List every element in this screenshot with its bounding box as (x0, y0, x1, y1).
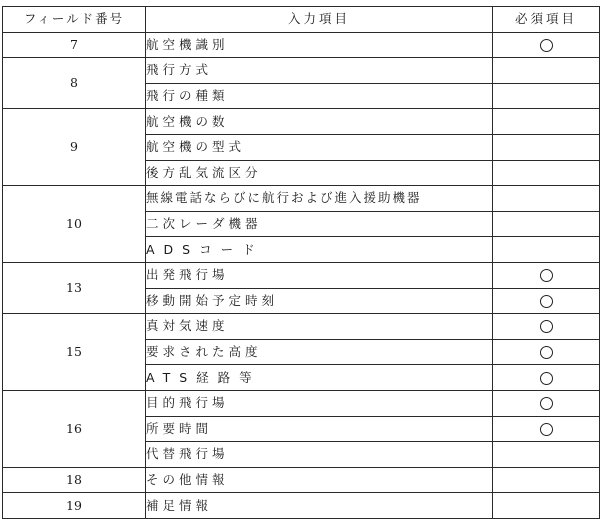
required-mark-icon (540, 346, 553, 359)
item-cell: その他情報 (146, 467, 493, 493)
header-field-number: フィールド番号 (3, 7, 146, 33)
required-cell (493, 211, 600, 237)
required-cell (493, 237, 600, 263)
required-cell (493, 83, 600, 109)
required-cell (493, 365, 600, 391)
item-cell: 飛行の種類 (146, 83, 493, 109)
required-cell (493, 58, 600, 84)
item-cell: 航空機の型式 (146, 134, 493, 160)
table-row (3, 32, 600, 58)
required-cell (493, 288, 600, 314)
required-mark-icon (540, 269, 553, 282)
required-cell (493, 442, 600, 468)
item-cell: 補足情報 (146, 493, 493, 519)
item-cell: 出発飛行場 (146, 262, 493, 288)
field-number-cell: 7 (3, 32, 146, 58)
field-number-cell: 19 (3, 493, 146, 519)
required-cell (493, 32, 600, 58)
field-number-cell: 18 (3, 467, 146, 493)
required-cell (493, 186, 600, 212)
field-number-cell: 10 (3, 186, 146, 263)
table-row (3, 262, 600, 288)
item-cell: 所要時間 (146, 416, 493, 442)
required-mark-icon (540, 295, 553, 308)
header-input-item: 入力項目 (146, 7, 493, 33)
flight-plan-fields-table (2, 6, 600, 519)
table-row (3, 109, 600, 135)
field-number-cell: 16 (3, 390, 146, 467)
field-number-cell: 13 (3, 262, 146, 313)
required-cell (493, 160, 600, 186)
table-row (3, 58, 600, 84)
item-cell: 航空機の数 (146, 109, 493, 135)
item-cell: 二次レーダ機器 (146, 211, 493, 237)
item-cell: 真対気速度 (146, 314, 493, 340)
item-cell: 無線電話ならびに航行および進入援助機器 (146, 186, 493, 212)
required-cell (493, 134, 600, 160)
item-cell: 航空機識別 (146, 32, 493, 58)
field-number-cell: 9 (3, 109, 146, 186)
item-cell: 要求された高度 (146, 339, 493, 365)
item-cell: 移動開始予定時刻 (146, 288, 493, 314)
required-cell (493, 339, 600, 365)
required-cell (493, 109, 600, 135)
item-cell: 後方乱気流区分 (146, 160, 493, 186)
required-cell (493, 390, 600, 416)
table-row (3, 467, 600, 493)
header-required: 必須項目 (493, 7, 600, 33)
required-mark-icon (540, 372, 553, 385)
required-cell (493, 416, 600, 442)
item-cell: ATS経路等 (146, 365, 493, 391)
field-number-cell: 8 (3, 58, 146, 109)
header-row (3, 7, 600, 33)
required-mark-icon (540, 423, 553, 436)
required-mark-icon (540, 320, 553, 333)
item-cell: 目的飛行場 (146, 390, 493, 416)
table-row (3, 314, 600, 340)
required-cell (493, 314, 600, 340)
table-row (3, 493, 600, 519)
field-number-cell: 15 (3, 314, 146, 391)
item-cell: 代替飛行場 (146, 442, 493, 468)
required-mark-icon (540, 39, 553, 52)
required-cell (493, 467, 600, 493)
required-cell (493, 262, 600, 288)
item-cell: ADSコード (146, 237, 493, 263)
required-mark-icon (540, 397, 553, 410)
table-row (3, 390, 600, 416)
table-row (3, 186, 600, 212)
item-cell: 飛行方式 (146, 58, 493, 84)
required-cell (493, 493, 600, 519)
